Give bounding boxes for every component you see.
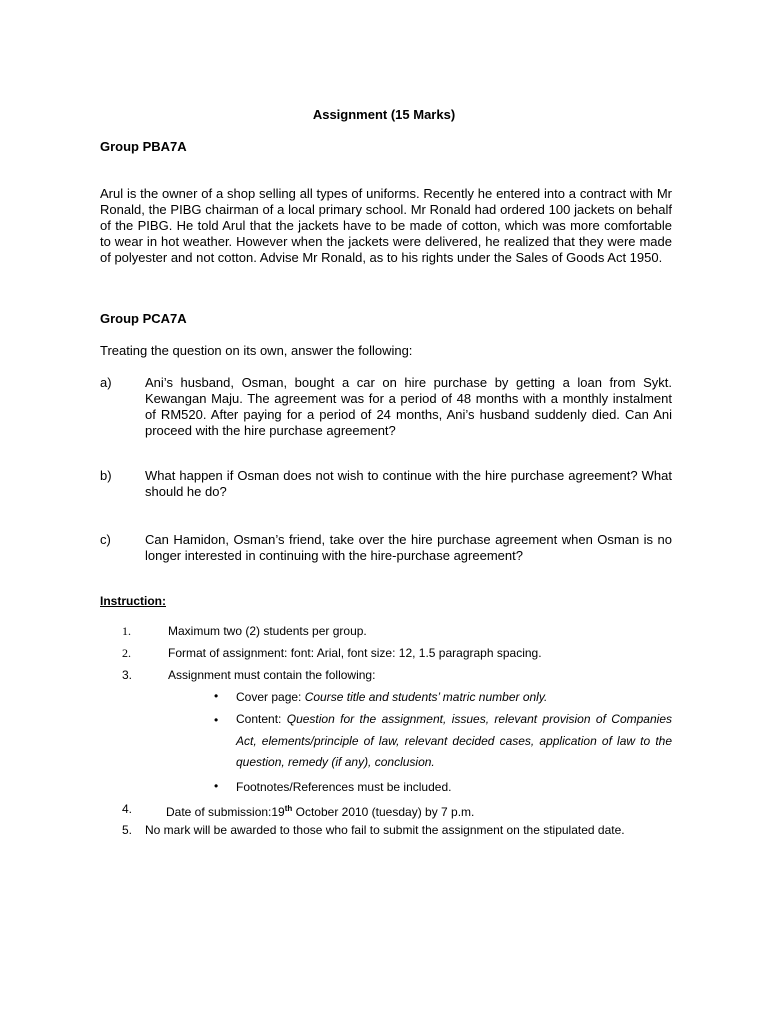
instruction-1-text: Maximum two (2) students per group.	[168, 624, 367, 638]
instruction-5-text: No mark will be awarded to those who fail to submit the assignment on the stipulated date.	[145, 823, 625, 837]
bullet-icon: •	[214, 713, 219, 727]
instruction-3-number: 3.	[122, 668, 133, 682]
question-a-text: Ani’s husband, Osman, bought a car on hire purchase by getting a loan from Sykt. Kewangan Maju. The agreement was for a period of 48 months with a monthly instalment of RM520. After paying for a period of 24 months, Ani’s husband suddenly died. Can Ani proceed with the hire purchase agreement?	[145, 375, 672, 438]
instruction-5-number: 5.	[122, 823, 133, 837]
question-c-letter: c)	[100, 532, 111, 547]
instruction-2-number: 2.	[122, 646, 131, 660]
date-ordinal-suffix: th	[284, 804, 293, 813]
instruction-1-number: 1.	[122, 624, 131, 638]
question-b-text: What happen if Osman does not wish to continue with the hire purchase agreement? What should he do?	[145, 468, 672, 499]
cover-page-requirement	[236, 690, 547, 704]
group-pca7a-heading: Group PCA7A	[100, 311, 187, 326]
content-requirement	[236, 709, 672, 774]
content-label: Content:	[236, 712, 287, 726]
question-c-text: Can Hamidon, Osman’s friend, take over the hire purchase agreement when Osman is no longer interested in continuing with the hire-purchase agreement?	[145, 532, 672, 563]
assignment-title: Assignment (15 Marks)	[312, 107, 456, 122]
bullet-icon: •	[214, 689, 219, 703]
instruction-4-text	[166, 802, 474, 819]
group-pba7a-question: Arul is the owner of a shop selling all types of uniforms. Recently he entered into a contract with Mr Ronald, the PIBG chairman of a local primary school. Mr Ronald had ordered 100 jackets on behalf of the PIBG. He told Arul that the jackets have to be made of cotton, which was more comfortable to wear in hot weather. However when the jackets were delivered, he realized that they were made of polyester and not cotton. Advise Mr Ronald, as to his rights under the Sales of Goods Act 1950.	[100, 186, 672, 265]
group-pca7a-intro: Treating the question on its own, answer the following:	[100, 343, 413, 358]
group-pba7a-heading: Group PBA7A	[100, 139, 187, 154]
cover-page-label: Cover page:	[236, 690, 305, 704]
content-detail: Question for the assignment, issues, relevant provision of Companies Act, elements/principle of law, relevant decided cases, application of law to the question, remedy (if any), conclusion.	[236, 712, 672, 769]
submission-date-suffix: October 2010 (tuesday) by 7 p.m.	[292, 805, 475, 819]
question-b-letter: b)	[100, 468, 112, 483]
instruction-heading: Instruction:	[100, 594, 166, 608]
question-a-letter: a)	[100, 375, 112, 390]
instruction-2-text: Format of assignment: font: Arial, font size: 12, 1.5 paragraph spacing.	[168, 646, 542, 660]
instruction-4-number: 4.	[122, 802, 133, 816]
bullet-icon: •	[214, 779, 219, 793]
footnotes-requirement: Footnotes/References must be included.	[236, 780, 452, 794]
submission-date-prefix: Date of submission:19	[166, 805, 285, 819]
cover-page-detail: Course title and students’ matric number only.	[304, 690, 548, 704]
instruction-3-text: Assignment must contain the following:	[168, 668, 376, 682]
